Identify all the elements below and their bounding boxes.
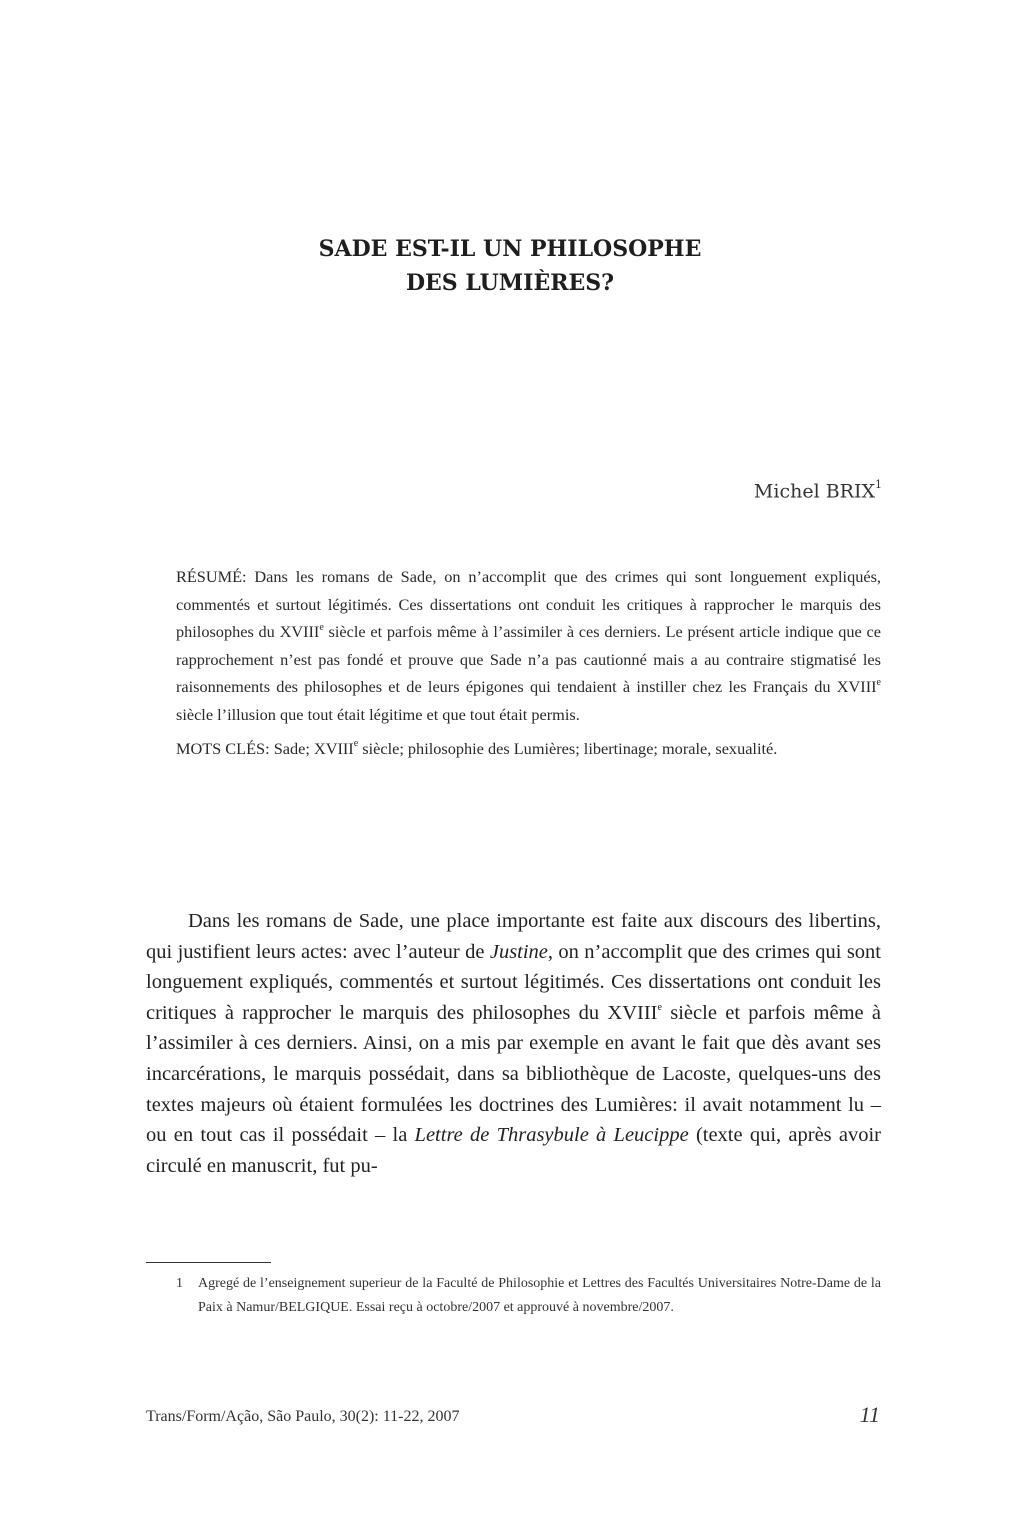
- footnote-divider: [146, 1262, 271, 1263]
- page-number: 11: [859, 1402, 880, 1427]
- body-text: [146, 906, 881, 1181]
- author-footnote-ref[interactable]: 1: [875, 478, 882, 491]
- keywords-paragraph: [176, 735, 881, 763]
- body-sup: e: [657, 1001, 662, 1013]
- abstract-sup-2: e: [876, 676, 881, 688]
- abstract-paragraph: [176, 563, 881, 729]
- abstract-text-3: siècle l’illusion que tout était légitime et que tout était permis.: [176, 704, 580, 724]
- keywords-text-2: siècle; philosophie des Lumières; libertinage; morale, sexualité.: [358, 738, 778, 758]
- keywords-sup: e: [353, 738, 359, 750]
- abstract-text-1: Dans les romans de Sade, on n’accomplit que des crimes qui sont longuement expliqués, commentés et surtout légitimés. Ces dissertations ont conduit les critiques à rapprocher le marquis des philosophes du XVIII: [176, 567, 881, 642]
- body-italic-lettre: Lettre de Thrasybule à Leucippe: [414, 1124, 689, 1147]
- abstract-label: RÉSUMÉ:: [176, 567, 247, 586]
- abstract-block: [176, 563, 881, 762]
- footnote: [176, 1272, 881, 1319]
- abstract-sup-1: e: [319, 621, 324, 633]
- keywords-text-1: Sade; XVIII: [269, 738, 354, 758]
- body-text-1: Dans les romans de Sade, une place importante est faite aux discours des libertins, qui justifient leurs actes: avec l’auteur de: [146, 910, 881, 963]
- author-text: Michel BRIX: [753, 480, 875, 503]
- journal-citation: Trans/Form/Ação, São Paulo, 30(2): 11-22, 2007: [146, 1408, 460, 1425]
- body-text-3: siècle et parfois même à l’assimiler à ces derniers. Ainsi, on a mis par exemple en avant le fait que dès avant ses incarcérations, le marquis possédait, dans sa bibliothèque de Lacoste, quelques-uns des textes majeurs où étaient formulées les doctrines des Lumières: il avait notamment lu – ou en tout cas il possédait – la: [146, 1001, 882, 1147]
- abstract-text-2: siècle et parfois même à l’assimiler à ces derniers. Le présent article indique que ce rapprochement n’est pas fondé et prouve que Sade n’a pas cautionné mais a au contraire stigmatisé les raisonnements des philosophes et de leurs épigones qui tendaient à instiller chez les Français du XVIII: [176, 622, 881, 697]
- body-paragraph: [146, 906, 881, 1181]
- footnote-number: 1: [176, 1276, 183, 1291]
- footnote-text: Agregé de l’enseignement superieur de la Faculté de Philosophie et Lettres des Facultés Universitaires Notre-Dame de la Paix à Namur/BELGIQUE. Essai reçu à octobre/2007 et approuvé à novembre/2007.: [198, 1276, 881, 1315]
- body-text-2: , on n’accomplit que des crimes qui sont longuement expliqués, commentés et surtout légitimés. Ces dissertations ont conduit les critiques à rapprocher le marquis des philosophes du XVIII: [146, 940, 881, 1024]
- author-name: [754, 480, 882, 502]
- body-italic-justine: Justine: [489, 940, 548, 963]
- keywords-label: MOTS CLÉS:: [176, 738, 270, 758]
- body-text-4: (texte qui, après avoir circulé en manuscrit, fut pu-: [146, 1124, 882, 1177]
- title-line-2: DES LUMIÈRES?: [405, 270, 615, 296]
- article-title: [0, 232, 1020, 300]
- title-line-1: SADE EST-IL UN PHILOSOPHE: [318, 236, 702, 262]
